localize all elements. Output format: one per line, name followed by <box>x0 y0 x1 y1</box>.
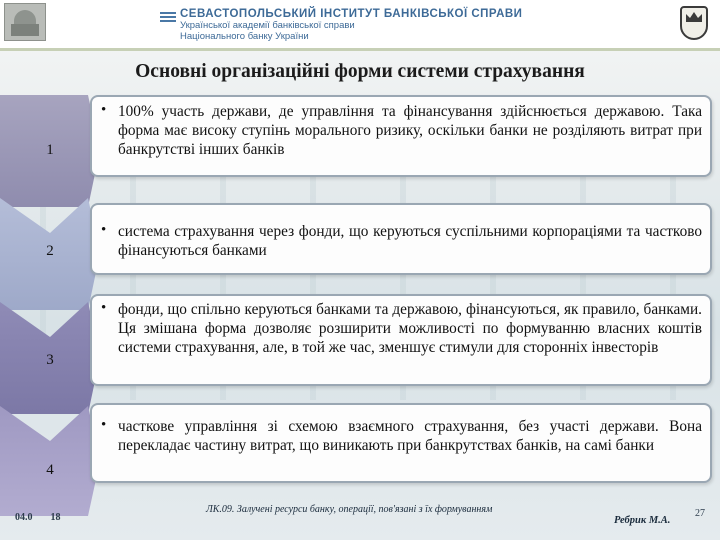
slide-date-start: 04.0 <box>15 512 33 523</box>
institute-emblem-icon <box>160 12 176 24</box>
header-divider <box>0 48 720 51</box>
step-number-3: 3 <box>46 352 54 368</box>
item-text-2: система страхування через фонди, що керуються суспільними корпораціями та частково фінансуються банками <box>118 223 702 259</box>
coat-of-arms-logo <box>672 2 716 44</box>
bullet-1: • <box>101 102 107 118</box>
slide-date-end: 18 <box>50 512 61 523</box>
step-number-2: 2 <box>46 243 54 259</box>
slide-header <box>0 0 720 50</box>
page-number: 27 <box>695 508 705 519</box>
academy-name: Української академії банківської справи <box>180 20 355 31</box>
footer-author: Ребрик М.А. <box>614 515 671 526</box>
item-text-4: часткове управління зі схемою взаємного страхування, без участі держави. Вона перекладає частину витрат, що виникають при банкрутствах банків, на самі банки <box>118 418 702 454</box>
footer-caption: ЛК.09. Залучені ресурси банку, операції, пов'язані з їх формуванням <box>206 504 493 515</box>
slide-title: Основні організаційні форми системи страхування <box>135 61 585 82</box>
bank-name: Національного банку України <box>180 31 309 42</box>
chevron-step-4 <box>0 406 100 516</box>
item-text-3: фонди, що спільно керуються банками та державою, фінансуються, як правило, банками. Ця змішана форма дозволяє розширити можливості по формуванню власних коштів системи страхування, але, в той же час, зменшує стимули для сторонніх інвесторів <box>118 301 702 356</box>
institute-name: СЕВАСТОПОЛЬСЬКИЙ ІНСТИТУТ БАНКІВСЬКОЇ СПРАВИ <box>180 8 523 20</box>
institute-building-logo <box>4 3 46 41</box>
step-number-4: 4 <box>46 462 54 478</box>
slide-date <box>15 512 61 523</box>
step-number-1: 1 <box>46 142 54 158</box>
bullet-4: • <box>101 417 107 433</box>
item-text-1: 100% участь держави, де управління та фінансування здійснюється державою. Така форма має високу ступінь морального ризику, оскільки банки не розділяють витрат при банкрутстві інших банків <box>118 103 702 158</box>
bullet-2: • <box>101 222 107 238</box>
bullet-3: • <box>101 300 107 316</box>
header-text <box>180 8 522 42</box>
